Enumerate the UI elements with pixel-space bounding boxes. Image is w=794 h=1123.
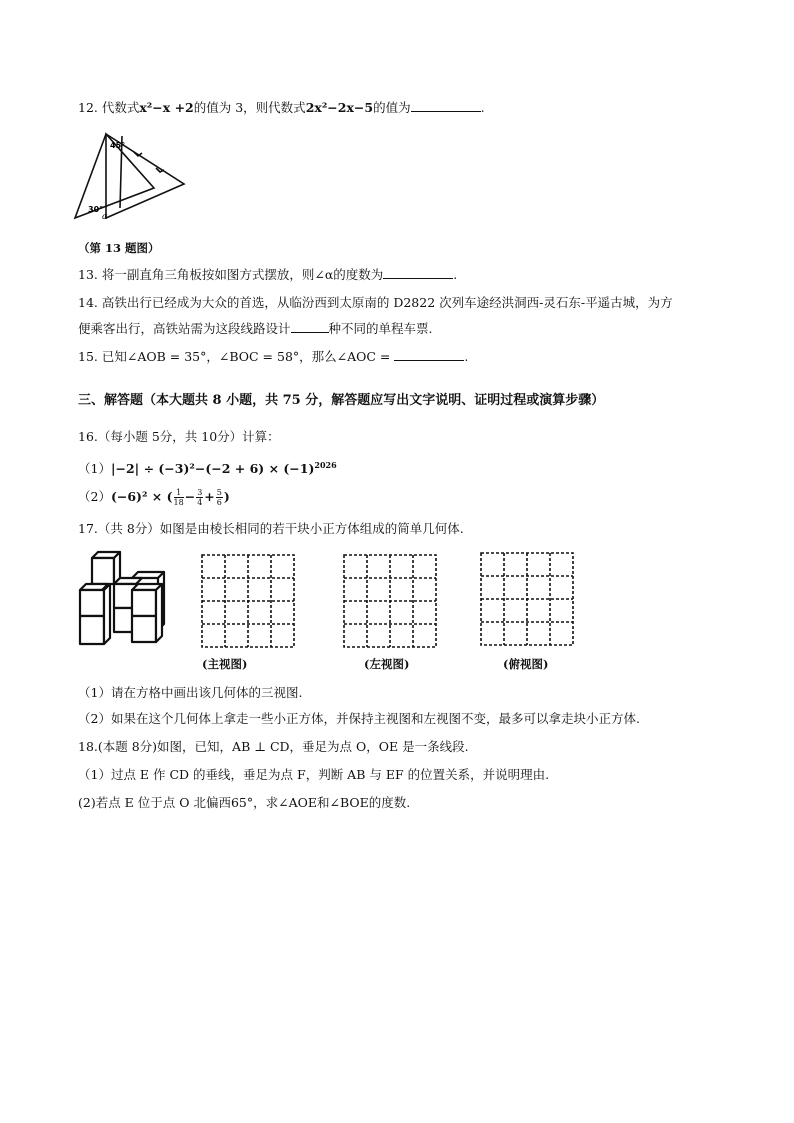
- question-17-part1: （1）请在方格中画出该几何体的三视图.: [78, 685, 303, 700]
- q15-text: 15. 已知∠AOB = 35°，∠BOC = 58°，那么∠AOC =: [78, 349, 395, 364]
- left-view-grid[interactable]: [342, 553, 438, 649]
- q12-expr1: x²−x +2: [139, 100, 194, 115]
- front-view-grid[interactable]: [200, 553, 296, 649]
- left-view-label: (左视图): [364, 657, 410, 671]
- q12-suffix: 的值为: [373, 100, 411, 115]
- question-18-part2: (2)若点 E 位于点 O 北偏西65°，求∠AOE和∠BOE的度数.: [78, 795, 411, 810]
- q14-line2b: 种不同的单程车票.: [328, 321, 433, 336]
- answer-blank[interactable]: [411, 99, 481, 112]
- section-3-title: 三、解答题（本大题共 8 小题，共 75 分，解答题应写出文字说明、证明过程或演算步骤）: [78, 393, 605, 408]
- top-view-grid[interactable]: [479, 551, 575, 647]
- answer-blank[interactable]: [394, 348, 464, 361]
- question-16-intro: 16.（每小题 5分，共 10分）计算：: [78, 429, 280, 444]
- q16-p1-expr: |−2| ÷ (−3)²−(−2 + 6) × (−1): [110, 461, 315, 477]
- question-12: [78, 99, 485, 117]
- question-15: [78, 348, 468, 366]
- question-18-part1: （1）过点 E 作 CD 的垂线，垂足为点 F，判断 AB 与 EF 的位置关系，并说明理由.: [78, 767, 550, 782]
- q16-p1-exp: 2026: [314, 460, 337, 470]
- question-17-intro: 17.（共 8分）如图是由棱长相同的若干块小正方体组成的简单几何体.: [78, 521, 464, 536]
- figure-13-caption: （第 13 题图）: [78, 241, 160, 255]
- q12-expr2: 2x²−2x−5: [305, 100, 374, 115]
- answer-blank[interactable]: [291, 320, 329, 333]
- alpha-label: α: [102, 212, 108, 221]
- question-14-line1: 14. 高铁出行已经成为大众的首选，从临汾西到太原南的 D2822 次列车途经洪洞西-灵石东-平遥古城，为方: [78, 295, 673, 310]
- q16-p1-label: （1）: [78, 461, 111, 477]
- answer-blank[interactable]: [383, 266, 453, 279]
- fraction-3: $\frac{5}{6}$: [216, 488, 222, 507]
- cube-solid-figure: [76, 550, 186, 650]
- q16-p2-label: （2）: [78, 489, 111, 504]
- q13-text: 13. 将一副直角三角板按如图方式摆放，则∠α的度数为: [78, 267, 384, 282]
- fraction-2: $\frac{3}{4}$: [197, 488, 203, 507]
- question-16-part2: （2）(−6)² × ( $\frac{1}{18}$ − $\frac{3}{4}$ + $\frac{5}{6}$ ): [78, 488, 230, 507]
- question-18-intro: 18.(本题 8分)如图，已知，AB ⊥ CD，垂足为点 O，OE 是一条线段.: [78, 739, 469, 754]
- fraction-1: $\frac{1}{18}$: [173, 488, 184, 507]
- q12-end: .: [480, 100, 485, 115]
- q16-p2-expr: (−6)² × (: [110, 489, 173, 504]
- question-17-part2: （2）如果在这个几何体上拿走一些小正方体，并保持主视图和左视图不变，最多可以拿走块小正方体.: [78, 711, 640, 726]
- top-view-label: (俯视图): [503, 657, 549, 671]
- question-13: [78, 266, 457, 284]
- front-view-label: (主视图): [202, 657, 248, 671]
- q12-prefix: 12. 代数式: [78, 100, 140, 115]
- question-14-line2: [78, 320, 433, 338]
- q15-end: .: [464, 349, 469, 364]
- question-16-part1: [78, 456, 337, 478]
- angle-45-label: 45°: [110, 141, 126, 150]
- q12-mid: 的值为 3，则代数式: [193, 100, 306, 115]
- angle-30-label: 30°: [88, 205, 104, 214]
- q13-end: .: [453, 267, 458, 282]
- figure-13-triangles: [72, 124, 192, 224]
- q14-line2a: 便乘客出行，高铁站需为这段线路设计: [78, 321, 291, 336]
